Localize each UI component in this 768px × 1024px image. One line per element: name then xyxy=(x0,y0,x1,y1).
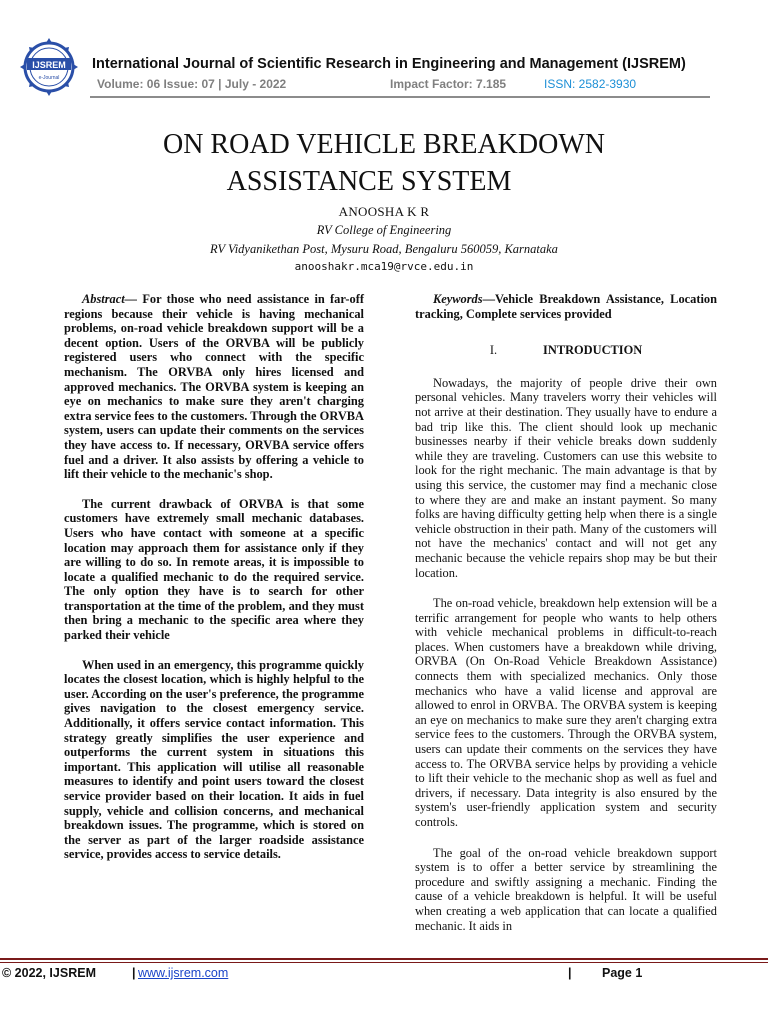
abstract xyxy=(64,292,364,482)
section-number: I. xyxy=(489,343,498,358)
intro-paragraph-2: The on-road vehicle, breakdown help extension will be a terrific arrangement for people who wants to help others with vehicle mechanical problems in difficult-to-reach places. When customers have a breakdown while driving, ORVBA (On On-Road Vehicle Breakdown Assistance) connects them with specialized mechanics. Only those mechanics who have a valid license and approval are allowed to enrol in ORVBA. The ORVBA system is keeping an eye on mechanics to make sure they aren't charging extra service fees to the customers. Through the ORVBA system, users can update their comments on the services they have access to. The ORVBA service helps by providing a vehicle to lift their vehicle to the mechanic shop as well as fuel and drivers, if necessary. Data integrity is also ensured by the system's user-friendly application system and security controls. xyxy=(415,596,717,829)
keywords-label: Keywords xyxy=(433,292,483,306)
abstract-text: For those who need assistance in far-off regions because their vehicle is having mechanical problems, on-road vehicle breakdown support will be a decent option. Users of the ORVBA will be publicly registered users who connect with the specific mechanism. The ORVBA only hires licensed and approved mechanics. The ORVBA system is keeping an eye on mechanics to make sure they aren't charging extra service fees to the customers. Through the ORVBA system, users can update their comments on the services they have access to. If necessary, ORVBA service offers fuel and a driver. It also assists by offering a vehicle to lift their vehicle to the mechanic's shop. xyxy=(64,292,364,482)
logo-text: IJSREM xyxy=(32,60,66,70)
section-heading-introduction xyxy=(415,343,717,358)
section-title: INTRODUCTION xyxy=(543,343,643,358)
paper-title xyxy=(0,126,768,200)
page-number: Page 1 xyxy=(602,966,643,980)
title-line-2: ASSISTANCE SYSTEM xyxy=(226,166,512,197)
left-paragraph-2: The current drawback of ORVBA is that some customers have extremely small mechanic databases. Users who have contact with someone at a specific location may approach them for assistance only if they are willing to do so. In remote areas, it is impossible to locate a qualified mechanic to do the required service. The only option they have is to search for other transportation at the time of the problem, and they must then bring a mechanic to the specific area where they parked their vehicle xyxy=(64,496,364,643)
issn: ISSN: 2582-3930 xyxy=(544,77,637,91)
footer-rule-thin xyxy=(0,962,768,963)
author-email: anooshakr.mca19@rvce.edu.in xyxy=(294,260,474,273)
impact-factor: Impact Factor: 7.185 xyxy=(390,77,507,91)
journal-website-link[interactable]: www.ijsrem.com xyxy=(138,966,229,980)
affiliation-address: RV Vidyanikethan Post, Mysuru Road, Bengaluru 560059, Karnataka xyxy=(210,242,558,256)
footer-separator: | xyxy=(568,966,572,980)
title-line-1: ON ROAD VEHICLE BREAKDOWN xyxy=(162,129,605,160)
right-column xyxy=(415,292,717,949)
affiliation-college: RV College of Engineering xyxy=(316,223,452,237)
footer-separator: | xyxy=(132,966,136,980)
intro-paragraph-1: Nowadays, the majority of people drive their own personal vehicles. Many travelers worry their vehicles will not arrive at their destination. They usually have to endure a bad trip like this. The client should look up mechanic businesses nearby if their vehicle breaks down suddenly while they are traveling. Customers can use this website to look for the right mechanic. The main advantage is that by using this service, the customer may find a mechanic close to where they are and make an instant payment. So many folks are having difficulty getting help when there is a single vehicle obstruction in their path. Many of the customers will not have the mechanics' contact and will not get any mechanic because the vehicle repairs shop may be but their location. xyxy=(415,375,717,580)
author-name: ANOOSHA K R xyxy=(338,204,430,219)
journal-header xyxy=(0,0,768,100)
header-divider xyxy=(90,96,710,98)
footer-copyright: © 2022, IJSREM xyxy=(2,966,96,980)
footer-rule-thick xyxy=(0,958,768,960)
logo-subtext: e-Journal xyxy=(38,75,60,81)
left-paragraph-3: When used in an emergency, this programme quickly locates the closest location, which is highly helpful to the user. According on the user's preference, the programme gives navigation to the closest emergency service. Additionally, it offers service contact information. This strategy greatly simplifies the user experience and outperforms the current system in situations this important. This application will utilise all reasonable measures to identify and point users toward the closest service provider based on their location. It aids in fuel supply, vehicle and collision concerns, and mechanical breakdown issues. The programme, which is stored on the server as part of the larger roadside assistance service, provides access to service details. xyxy=(64,657,364,862)
keywords xyxy=(415,292,717,321)
left-column xyxy=(64,292,364,877)
abstract-label: Abstract— xyxy=(82,292,138,306)
journal-name: International Journal of Scientific Research in Engineering and Management (IJSREM) xyxy=(92,56,686,72)
keywords-text: —Vehicle Breakdown Assistance, Location tracking, Complete services provided xyxy=(415,292,717,321)
ijsrem-logo xyxy=(12,38,86,96)
intro-paragraph-3: The goal of the on-road vehicle breakdown support system is to offer a better service by streamlining the procedure and swiftly assigning a mechanic. Finding the cause of a vehicle breakdown is helpful. It will be useful when creating a web application that can locate a qualified mechanic. It aids in xyxy=(415,845,717,933)
volume-issue: Volume: 06 Issue: 07 | July - 2022 xyxy=(97,77,287,91)
